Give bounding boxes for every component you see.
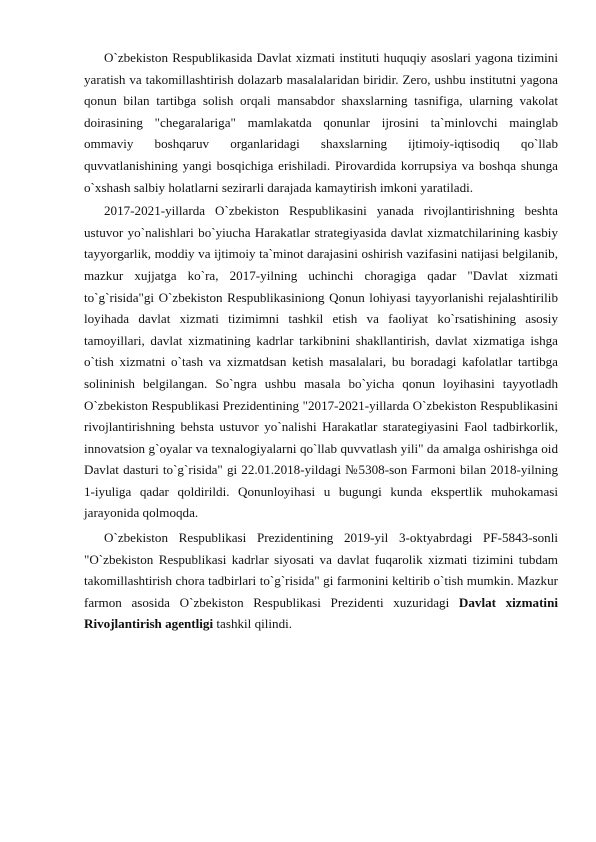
paragraph-3-text-after: tashkil qilindi.	[213, 616, 293, 632]
paragraph-2: 2017-2021-yillarda O`zbekiston Respublikasini yanada rivojlantirishning beshta ustuvor yo`nalishlari bo`yiucha Harakatlar strategiyasida davlat xizmatchilarining kasbiy tayyorgarlik, moddiy va ijtimoiy ta`minot darajasini oshirish vazifasini natijasi belgilanib, mazkur xujjatga ko`ra, 2017-yilning uchinchi choragiga qadar "Davlat xizmati to`g`risida"gi O`zbekiston Respublikasiniong Qonun lohiyasi tayyorlanishi rejalashtirilib loyihada davlat xizmati tizimimni tashkil etish va faoliyat ko`rsatishining asosiy tamoyillari, davlat xizmatining kadrlar tarkibnini shakllantirish, davlat xizmatiga ishga o`tish xizmatni o`tash va xizmatdsan ketish masalalari, bu boradagi kafolatlar tartibga solininish belgilangan. So`ngra ushbu masala bo`yicha qonun loyihasini tayyotladh O`zbekiston Respublikasi Prezidentining "2017-2021-yillarda O`zbekiston Respublikasini rivojlantirishning behsta ustuvor yo`nalishi Harakatlar starategiyasini Faol tadbirkorlik, innovatsion g`oyalar va texnalogiyalarni qo`llab quvvatlash yili" da amalga oshirishga oid Davlat dasturi to`g`risida" gi 22.01.2018-yildagi №5308-son Farmoni bilan 2018-yilning 1-iyuliga qadar qoldirildi. Qonunloyihasi u bugungi kunda ekspertlik muhokamasi jarayonida qolmoqda.	[84, 203, 558, 521]
document-page	[84, 47, 558, 635]
paragraph-3	[84, 527, 558, 635]
agency-name-bold: Davlat xizmatini Rivojlantirish agentligi	[84, 594, 558, 632]
paragraph-3-text-before: O`zbekiston Respublikasi Prezidentining 2019-yil 3-oktyabrdagi PF-5843-sonli "O`zbekiston Respublikasi kadrlar siyosati va davlat fuqarolik xizmati tizimini tubdam takomillashtirish chora tadbirlari to`g`risida" gi farmonini keltirib o`tish mumkin. Mazkur farmon asosida O`zbekiston Respublikasi Prezidenti xuzuridagi	[84, 530, 558, 610]
paragraph-1: O`zbekiston Respublikasida Davlat xizmati instituti huquqiy asoslari yagona tizimini yaratish va takomillashtirish dolazarb masalalaridan biridir. Zero, ushbu institutni yagona qonun bilan tartibga solish orqali mansabdor shaxslarning tasnifiga, ularning vakolat doirasining "chegaralariga" mamlakatda qonunlar ijrosini ta`minlovchi mainglab ommaviy boshqaruv organlaridagi shaxslarning ijtimoiy-iqtisodiq qo`llab quvvatlanishining yangi bosqichiga erishiladi. Pirovardida korrupsiya va boshqa shunga o`xshash salbiy holatlarni sezirarli darajada kamaytirish imkoni yaratiladi.	[84, 50, 558, 195]
